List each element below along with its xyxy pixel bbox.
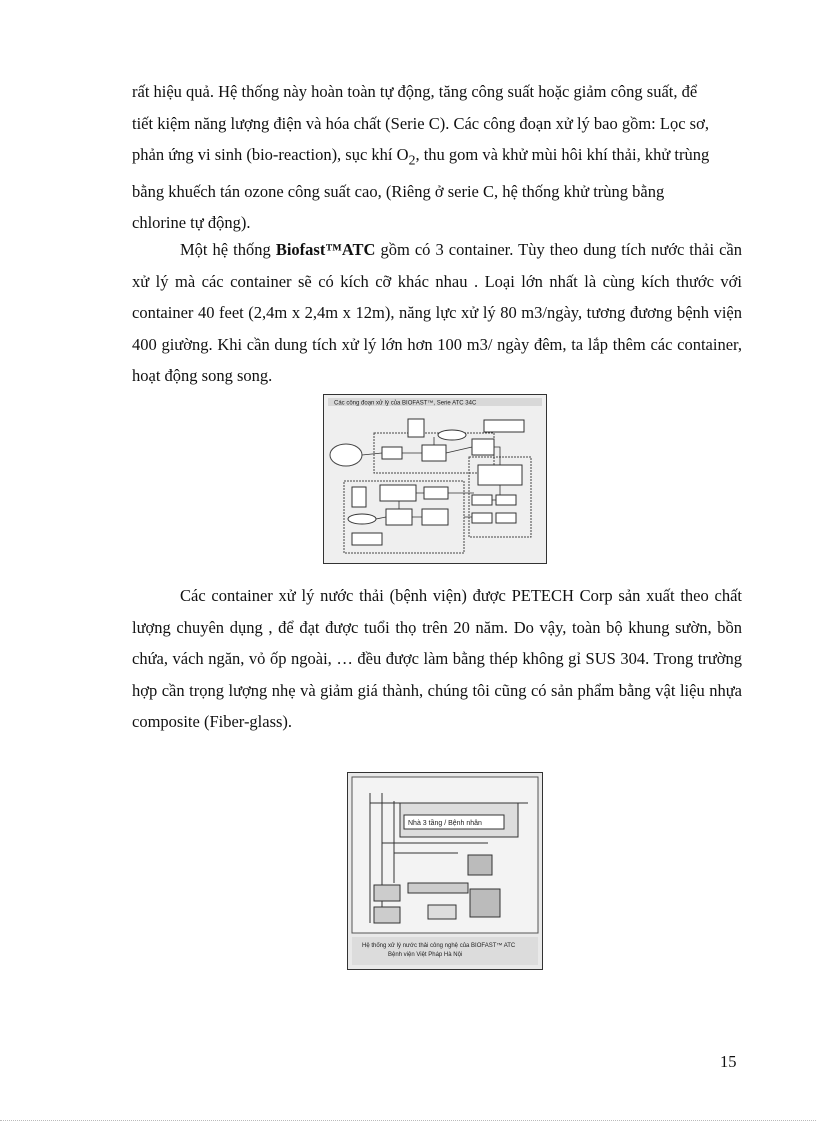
figure-hospital-system xyxy=(347,772,543,970)
p1-line1: rất hiệu quả. Hệ thống này hoàn toàn tự động, tăng công suất hoặc giảm công suất, để xyxy=(132,82,698,101)
p1-line5: chlorine tự động). xyxy=(132,213,251,233)
p1-line4: bằng khuếch tán ozone công suất cao, (Riêng ở serie C, hệ thống khử trùng bằng xyxy=(132,181,665,201)
paragraph-1 xyxy=(132,76,742,239)
figure1-title: Các công đoạn xử lý của BIOFAST™, Serie ATC 34C xyxy=(334,400,477,407)
paragraph-2 xyxy=(132,234,742,392)
figure-process-diagram xyxy=(323,394,547,564)
process-diagram-image xyxy=(324,395,546,563)
p3-text: Các container xử lý nước thải (bệnh viện) được PETECH Corp sản xuất theo chất lượng chuyên dụng , để đạt được tuổi thọ trên 20 năm. Do vậy, toàn bộ khung sườn, bồn chứa, vách ngăn, vỏ ốp ngoài, … đều được làm bằng thép không gỉ SUS 304. Trong trường hợp cần trọng lượng nhẹ và giảm giá thành, chúng tôi cũng có sản phẩm bằng vật liệu nhựa composite (Fiber-glass). xyxy=(132,586,742,731)
paragraph-3 xyxy=(132,580,742,738)
figure2-caption-line1: Hệ thống xử lý nước thải công nghệ của BIOFAST™ ATC xyxy=(362,943,516,949)
p2-pre: Một hệ thống xyxy=(180,240,276,259)
p2-text: gồm có 3 container. Tùy theo dung tích nước thải cần xử lý mà các container sẽ có kích cỡ khác nhau . Loại lớn nhất là cùng kích thước với container 40 feet (2,4m x 2,4m x 12m), năng lực xử lý 80 m3/ngày, tương đương bệnh viện 400 giường. Khi cần dung tích xử lý lớn hơn 100 m3/ ngày đêm, ta lắp thêm các container, hoạt động song song. xyxy=(132,240,742,385)
p1-line3-pre: phản ứng vi sinh (bio-reaction), sục khí O xyxy=(132,145,409,164)
hospital-system-image xyxy=(348,773,542,969)
p1-line2: tiết kiệm năng lượng điện và hóa chất (Serie C). Các công đoạn xử lý bao gồm: Lọc sơ, xyxy=(132,113,709,133)
page-number: 15 xyxy=(720,1052,737,1071)
p1-subscript: 2 xyxy=(408,152,416,168)
figure2-caption-line2: Bệnh viện Việt Pháp Hà Nội xyxy=(388,952,463,958)
brand-name: Biofast™ATC xyxy=(275,240,376,259)
p1-line3-post: , thu gom và khử mùi hôi khí thải, khử trùng xyxy=(415,145,710,164)
page-bottom-divider xyxy=(0,1120,816,1121)
building-label: Nhà 3 tầng / Bệnh nhân xyxy=(408,820,482,827)
